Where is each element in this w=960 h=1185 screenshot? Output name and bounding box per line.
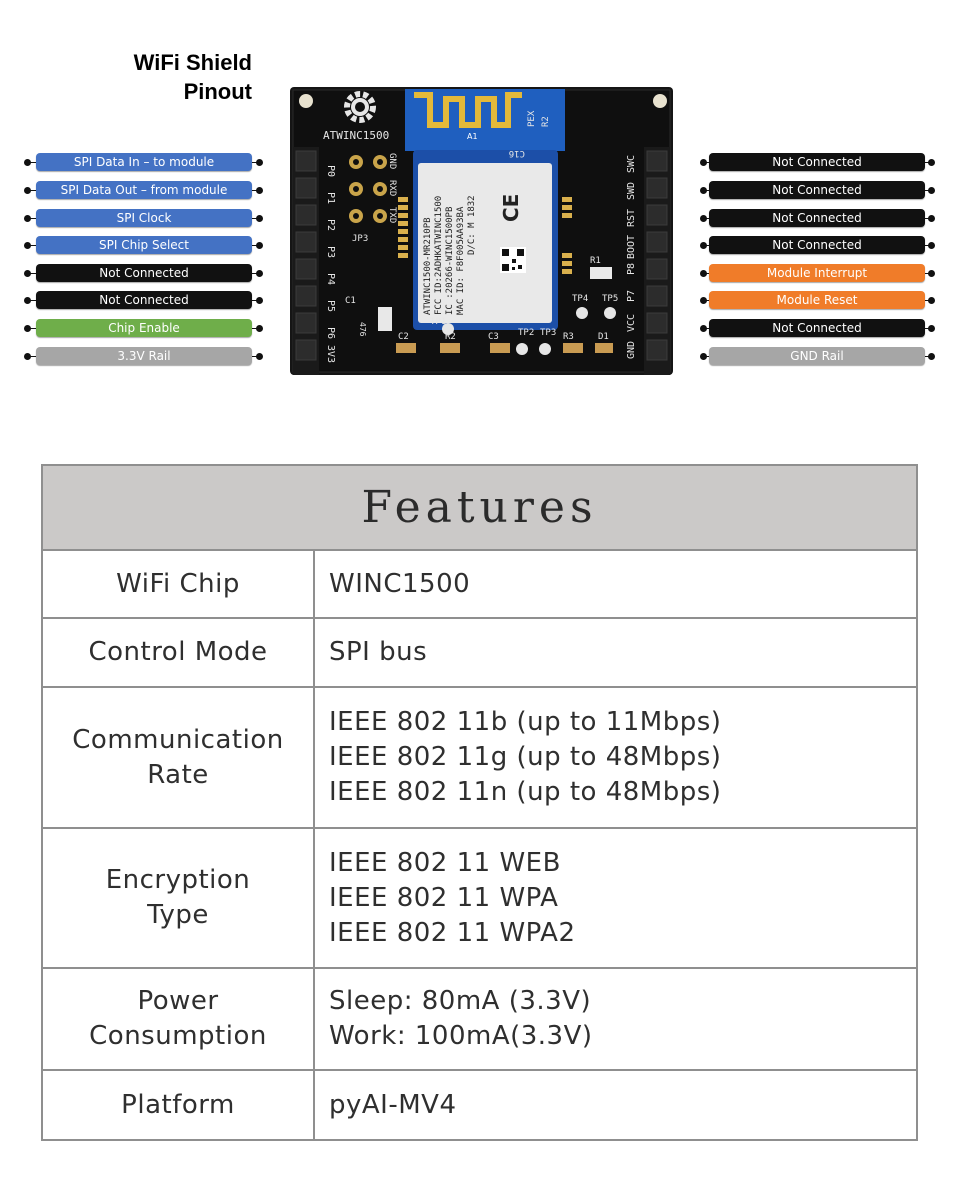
- board-name: ATWINC1500: [323, 129, 390, 142]
- module-line-3: IC :20266-WINC1500PB: [445, 206, 455, 315]
- feature-key: Control Mode: [42, 618, 314, 687]
- pinout-title-line1: WiFi Shield: [133, 50, 252, 75]
- module-line-1: ATWINC1500-MR210PB: [423, 217, 433, 315]
- module-line-2: FCC ID:2ADHKATWINC1500: [434, 195, 444, 315]
- right-pin-label: Not Connected: [709, 181, 925, 199]
- feature-value: WINC1500: [314, 550, 917, 618]
- pin-dot-icon: [24, 159, 31, 166]
- table-row: [42, 687, 917, 828]
- pin-dot-icon: [24, 353, 31, 360]
- component-label: PEX: [527, 110, 537, 127]
- features-heading: Features: [42, 465, 917, 550]
- left-header-label: P5: [325, 300, 336, 313]
- pin-dot-icon: [700, 159, 707, 166]
- left-pin-label: SPI Data In – to module: [36, 153, 252, 171]
- pin-dot-icon: [700, 325, 707, 332]
- right-header-label: P8: [626, 262, 637, 275]
- left-header-label: P6: [325, 327, 336, 340]
- pin-dot-icon: [256, 325, 263, 332]
- right-pin-label: GND Rail: [709, 347, 925, 365]
- pin-dot-icon: [928, 242, 935, 249]
- jumper-name: JP3: [352, 234, 369, 244]
- table-row: [42, 618, 917, 687]
- component-label: R2: [541, 116, 551, 127]
- pin-dot-icon: [928, 270, 935, 277]
- pin-dot-icon: [256, 159, 263, 166]
- right-header-label: SWD: [626, 181, 637, 200]
- left-header-label: P1: [325, 192, 336, 205]
- pin-dot-icon: [24, 215, 31, 222]
- left-pin-label: Not Connected: [36, 264, 252, 282]
- pin-dot-icon: [700, 215, 707, 222]
- component-label: C16: [508, 148, 525, 158]
- right-pin-label: Module Interrupt: [709, 264, 925, 282]
- module-line-4: MAC ID: F8F005AA93BA: [456, 206, 466, 315]
- right-header-label: RST: [626, 208, 637, 227]
- feature-value: pyAI-MV4: [314, 1070, 917, 1140]
- pin-dot-icon: [928, 215, 935, 222]
- mounting-hole-icon: [299, 94, 313, 108]
- component-label: C2: [398, 332, 409, 342]
- wifi-shield-board: [290, 87, 673, 375]
- pin-dot-icon: [700, 242, 707, 249]
- feature-key: Power Consumption: [42, 968, 314, 1070]
- right-header-label: GND: [626, 340, 637, 359]
- feature-key: WiFi Chip: [42, 550, 314, 618]
- pinout-title-line2: Pinout: [183, 79, 252, 104]
- left-pin-label: Chip Enable: [36, 319, 252, 337]
- component-label: D1: [598, 332, 609, 342]
- pin-dot-icon: [24, 187, 31, 194]
- right-pin-label: Module Reset: [709, 291, 925, 309]
- table-row: [42, 828, 917, 968]
- feature-value: SPI bus: [314, 618, 917, 687]
- pin-dot-icon: [256, 353, 263, 360]
- component-label: C3: [488, 332, 499, 342]
- mounting-hole-icon: [653, 94, 667, 108]
- left-header-label: 3V3: [325, 345, 336, 364]
- table-row: [42, 550, 917, 618]
- module-line-5: D/C: M 1832: [467, 195, 477, 255]
- feature-key: Platform: [42, 1070, 314, 1140]
- left-header-label: P4: [325, 273, 336, 286]
- left-header-label: P2: [325, 219, 336, 232]
- component-label: TP3: [540, 328, 557, 338]
- pinout-title: [134, 48, 252, 106]
- qr-code-icon: [500, 247, 526, 273]
- feature-key: Encryption Type: [42, 828, 314, 968]
- jumper-label: TXD: [387, 207, 397, 224]
- pin-dot-icon: [928, 325, 935, 332]
- ce-mark: CE: [499, 193, 523, 222]
- pin-dot-icon: [256, 270, 263, 277]
- pin-dot-icon: [256, 187, 263, 194]
- feature-value: IEEE 802 11b (up to 11Mbps) IEEE 802 11g (up to 48Mbps) IEEE 802 11n (up to 48Mbps): [314, 687, 917, 828]
- jumper-label: GND: [387, 153, 397, 170]
- pin-dot-icon: [24, 242, 31, 249]
- feature-key: Communication Rate: [42, 687, 314, 828]
- component-label: R1: [590, 256, 601, 266]
- table-row: [42, 968, 917, 1070]
- pin-dot-icon: [928, 159, 935, 166]
- pin-dot-icon: [24, 297, 31, 304]
- left-pin-label: 3.3V Rail: [36, 347, 252, 365]
- pin-dot-icon: [700, 297, 707, 304]
- right-pin-label: Not Connected: [709, 153, 925, 171]
- pin-dot-icon: [700, 353, 707, 360]
- left-header-label: P3: [325, 246, 336, 259]
- component-label: C1: [345, 296, 356, 306]
- component-label: TP5: [602, 294, 619, 304]
- left-pin-label: SPI Data Out – from module: [36, 181, 252, 199]
- left-pin-label: SPI Chip Select: [36, 236, 252, 254]
- features-table: [41, 464, 918, 1141]
- left-header-label: P0: [325, 165, 336, 178]
- pin-dot-icon: [24, 325, 31, 332]
- pin-dot-icon: [928, 353, 935, 360]
- right-header-label: BOOT: [626, 234, 637, 259]
- antenna-label: A1: [467, 132, 478, 141]
- component-label: R3: [563, 332, 574, 342]
- left-pin-label: Not Connected: [36, 291, 252, 309]
- right-header-label: P7: [626, 289, 637, 302]
- component-label: TP1: [430, 317, 447, 327]
- component-label: TP2: [518, 328, 535, 338]
- pin-dot-icon: [700, 187, 707, 194]
- right-header-label: SWC: [626, 154, 637, 173]
- left-pin-label: SPI Clock: [36, 209, 252, 227]
- pin-dot-icon: [256, 215, 263, 222]
- right-pin-label: Not Connected: [709, 236, 925, 254]
- jumper-label: RXD: [387, 180, 397, 197]
- feature-value: IEEE 802 11 WEB IEEE 802 11 WPA IEEE 802 11 WPA2: [314, 828, 917, 968]
- pin-dot-icon: [24, 270, 31, 277]
- right-pin-label: Not Connected: [709, 319, 925, 337]
- right-header-label: VCC: [626, 313, 637, 332]
- component-label: TP4: [572, 294, 589, 304]
- pin-dot-icon: [256, 242, 263, 249]
- pin-dot-icon: [256, 297, 263, 304]
- component-label: R2: [445, 332, 456, 342]
- resistor-value: 476: [358, 322, 367, 337]
- table-row: [42, 1070, 917, 1140]
- pin-dot-icon: [928, 297, 935, 304]
- feature-value: Sleep: 80mA (3.3V) Work: 100mA(3.3V): [314, 968, 917, 1070]
- pin-dot-icon: [700, 270, 707, 277]
- pin-dot-icon: [928, 187, 935, 194]
- right-pin-label: Not Connected: [709, 209, 925, 227]
